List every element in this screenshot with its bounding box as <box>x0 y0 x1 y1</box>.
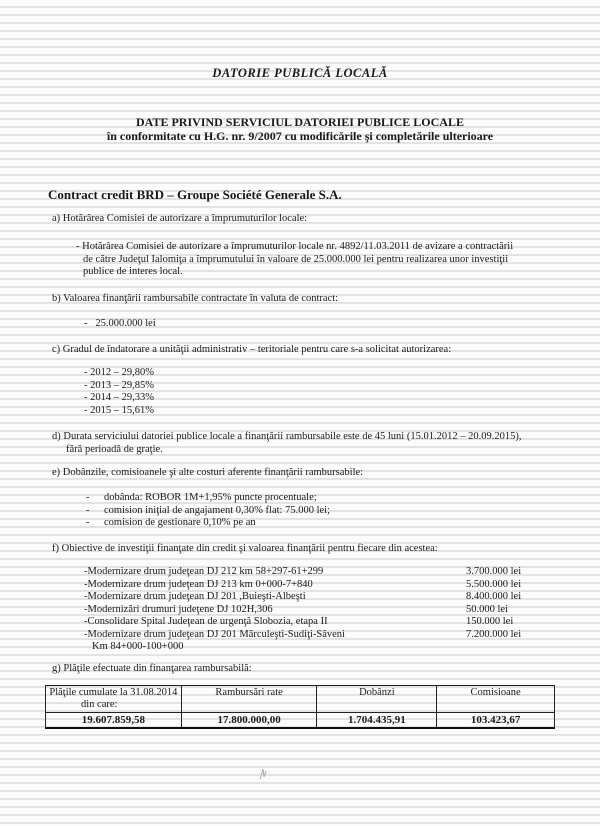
pen-mark-icon <box>258 767 268 781</box>
dash-bullet-icon: - <box>86 504 90 516</box>
document-title: DATORIE PUBLICĂ LOCALĂ <box>212 66 388 80</box>
section-c-list <box>84 367 154 417</box>
investment-row: -Modernizare drum judeţean DJ 212 km 58+297-61+299 3.700.000 lei <box>84 566 522 577</box>
contract-title: Contract credit BRD – Groupe Société Generale S.A. <box>48 187 342 202</box>
list-item: - 2015 – 15,61% <box>84 404 154 416</box>
table-header-cell: Rambursări rate <box>181 686 317 713</box>
investment-row: -Modernizare drum judeţean DJ 201 Mărculeşti-Sudiţi-Săveni 7.200.000 lei <box>84 628 522 640</box>
table-cell: 19.607.859,58 <box>46 713 182 729</box>
section-c-heading: c) Gradul de îndatorare a unităţii administrativ – teritoriale pentru care s-a solicitat autorizarea: <box>52 344 452 355</box>
table-header-cell: Dobânzi <box>317 686 437 713</box>
table-cell: 103.423,67 <box>437 713 555 729</box>
investment-row: -Consolidare Spital Judeţean de urgenţă Slobozia, etapa II 150.000 lei <box>84 616 514 627</box>
dash-bullet-icon: - <box>86 517 90 528</box>
table-cell: 17.800.000,00 <box>181 713 317 729</box>
section-f-heading: f) Obiective de investiţii finanţate din credit şi valoarea finanţării pentru fiecare din acestea: <box>52 543 438 554</box>
list-item: - 2012 – 29,80% <box>84 367 154 378</box>
header-line-2: în conformitate cu H.G. nr. 9/2007 cu modificările şi completările ulterioare <box>106 129 494 143</box>
header-line-1: DATE PRIVIND SERVICIUL DATORIEI PUBLICE LOCALE <box>136 115 464 129</box>
dash-bullet-icon: - <box>86 492 90 503</box>
section-a-line-2: de către Judeţul Ialomiţa a împrumutului în valoare de 25.000.000 lei pentru realizarea unor investiţii <box>83 254 509 265</box>
investment-row: -Modernizări drumuri judeţene DJ 102H,306 50.000 lei <box>84 603 508 615</box>
section-f-list <box>84 566 554 654</box>
table-row <box>46 713 555 729</box>
section-e-heading: e) Dobânzile, comisioanele şi alte costuri aferente finanţării rambursabile: <box>52 467 364 478</box>
investment-row-continuation: Km 84+000-100+000 <box>92 641 184 652</box>
investment-row: -Modernizare drum judeţean DJ 213 km 0+000-7+840 5.500.000 lei <box>84 578 522 590</box>
list-item: - 2013 – 29,85% <box>84 379 154 391</box>
section-b-value: - 25.000.000 lei <box>84 318 156 329</box>
table-header-row <box>46 686 555 713</box>
list-item: - 2014 – 29,33% <box>84 392 154 403</box>
section-b-heading: b) Valoarea finanţării rambursabile contractate în valuta de contract: <box>52 293 339 304</box>
section-e-list <box>86 492 330 530</box>
section-d-line-2: fără perioadă de graţie. <box>66 444 163 455</box>
table-header-cell: Comisioane <box>437 686 555 713</box>
table-header-cell: Plăţile cumulate la 31.08.2014 din care: <box>46 686 182 713</box>
section-d-line-1: d) Durata serviciului datoriei publice locale a finanţării rambursabile este de 45 luni (15.01.2012 – 20.09.2015), <box>52 431 522 442</box>
list-item: - comision de gestionare 0,10% pe an <box>86 517 256 528</box>
list-item: - comision iniţial de angajament 0,30% flat: 75.000 lei; <box>86 504 330 516</box>
section-a-heading: a) Hotărârea Comisiei de autorizare a împrumuturilor locale: <box>52 213 308 224</box>
section-a-line-1: - Hotărârea Comisiei de autorizare a împrumuturilor locale nr. 4892/11.03.2011 de avizare a contractării <box>76 241 514 252</box>
list-item: - dobânda: ROBOR 1M+1,95% puncte procentuale; <box>86 492 317 503</box>
section-a-line-3: publice de interes local. <box>83 266 183 277</box>
investment-row: -Modernizare drum judeţean DJ 201 ,Buieşti-Albeşti 8.400.000 lei <box>84 591 522 602</box>
section-g-heading: g) Plăţile efectuate din finanţarea rambursabilă: <box>52 663 252 674</box>
table-cell: 1.704.435,91 <box>317 713 437 729</box>
payments-table <box>45 685 555 729</box>
